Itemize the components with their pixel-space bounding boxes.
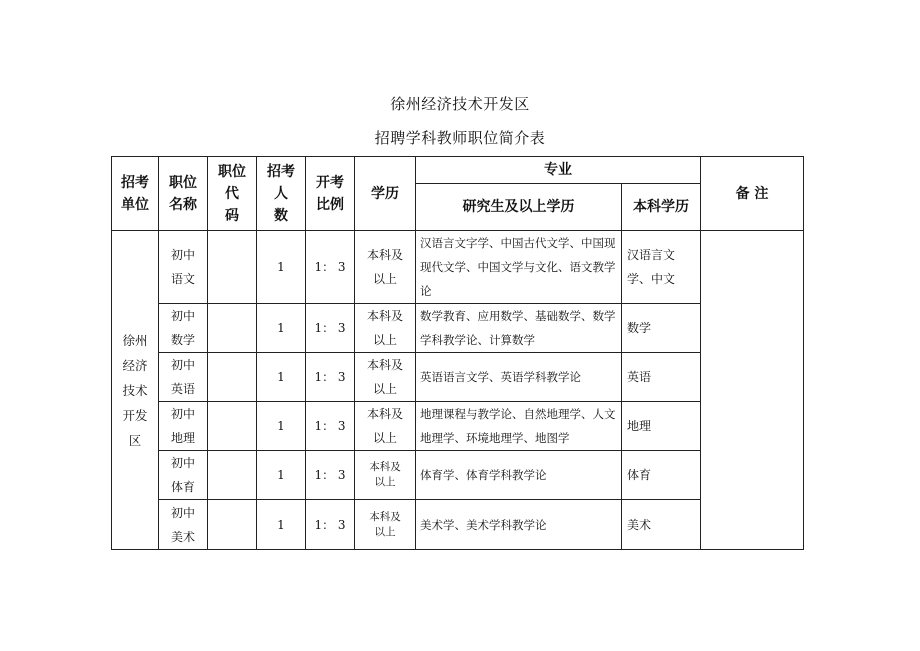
table-row [112, 500, 804, 550]
graduate-majors: 地理课程与教学论、自然地理学、人文地理学、环境地理学、地图学 [416, 402, 622, 451]
education-requirement: 本科及 以上 [355, 402, 416, 451]
header-row [112, 157, 804, 184]
education-requirement: 本科及 以上 [355, 304, 416, 353]
hire-count: 1 [257, 451, 306, 500]
table-row [112, 451, 804, 500]
education-requirement: 本科及 以上 [355, 353, 416, 402]
header-code: 职位 代 码 [208, 157, 257, 231]
header-major-graduate: 研究生及以上学历 [416, 184, 622, 231]
header-major-undergraduate: 本科学历 [622, 184, 701, 231]
graduate-majors: 数学教育、应用数学、基础数学、数学学科教学论、计算数学 [416, 304, 622, 353]
education-requirement: 本科及 以上 [355, 451, 416, 500]
header-unit: 招考 单位 [112, 157, 159, 231]
undergraduate-majors: 体育 [622, 451, 701, 500]
table-row [112, 231, 804, 304]
undergraduate-majors: 数学 [622, 304, 701, 353]
header-major: 专业 [416, 157, 701, 184]
exam-ratio: 1： 3 [306, 231, 355, 304]
recruiting-unit: 徐州 经济 技术 开发 区 [112, 231, 159, 550]
hire-count: 1 [257, 402, 306, 451]
graduate-majors: 英语语言文学、英语学科教学论 [416, 353, 622, 402]
hire-count: 1 [257, 304, 306, 353]
position-name: 初中 体育 [159, 451, 208, 500]
header-ratio: 开考 比例 [306, 157, 355, 231]
table-row [112, 304, 804, 353]
exam-ratio: 1： 3 [306, 353, 355, 402]
graduate-majors: 美术学、美术学科教学论 [416, 500, 622, 550]
undergraduate-majors: 英语 [622, 353, 701, 402]
position-name: 初中 地理 [159, 402, 208, 451]
remarks-cell [701, 231, 804, 550]
position-code [208, 402, 257, 451]
exam-ratio: 1： 3 [306, 304, 355, 353]
position-code [208, 231, 257, 304]
graduate-majors: 体育学、体育学科教学论 [416, 451, 622, 500]
hire-count: 1 [257, 231, 306, 304]
exam-ratio: 1： 3 [306, 500, 355, 550]
position-code [208, 451, 257, 500]
hire-count: 1 [257, 353, 306, 402]
header-count: 招考 人 数 [257, 157, 306, 231]
exam-ratio: 1： 3 [306, 451, 355, 500]
document-subtitle: 招聘学科教师职位简介表 [374, 129, 546, 147]
position-code [208, 500, 257, 550]
position-name: 初中 美术 [159, 500, 208, 550]
undergraduate-majors: 地理 [622, 402, 701, 451]
exam-ratio: 1： 3 [306, 402, 355, 451]
header-education: 学历 [355, 157, 416, 231]
graduate-majors: 汉语言文字学、中国古代文学、中国现现代文学、中国文学与文化、语文教学论 [416, 231, 622, 304]
education-requirement: 本科及 以上 [355, 500, 416, 550]
header-remarks: 备 注 [701, 157, 804, 231]
position-code [208, 353, 257, 402]
education-requirement: 本科及 以上 [355, 231, 416, 304]
table-row [112, 353, 804, 402]
header-position: 职位 名称 [159, 157, 208, 231]
document-title: 徐州经济技术开发区 [390, 95, 530, 113]
positions-table [111, 156, 804, 550]
undergraduate-majors: 汉语言文学、中文 [622, 231, 701, 304]
position-name: 初中 语文 [159, 231, 208, 304]
hire-count: 1 [257, 500, 306, 550]
position-code [208, 304, 257, 353]
position-name: 初中 英语 [159, 353, 208, 402]
undergraduate-majors: 美术 [622, 500, 701, 550]
table-row [112, 402, 804, 451]
position-name: 初中 数学 [159, 304, 208, 353]
